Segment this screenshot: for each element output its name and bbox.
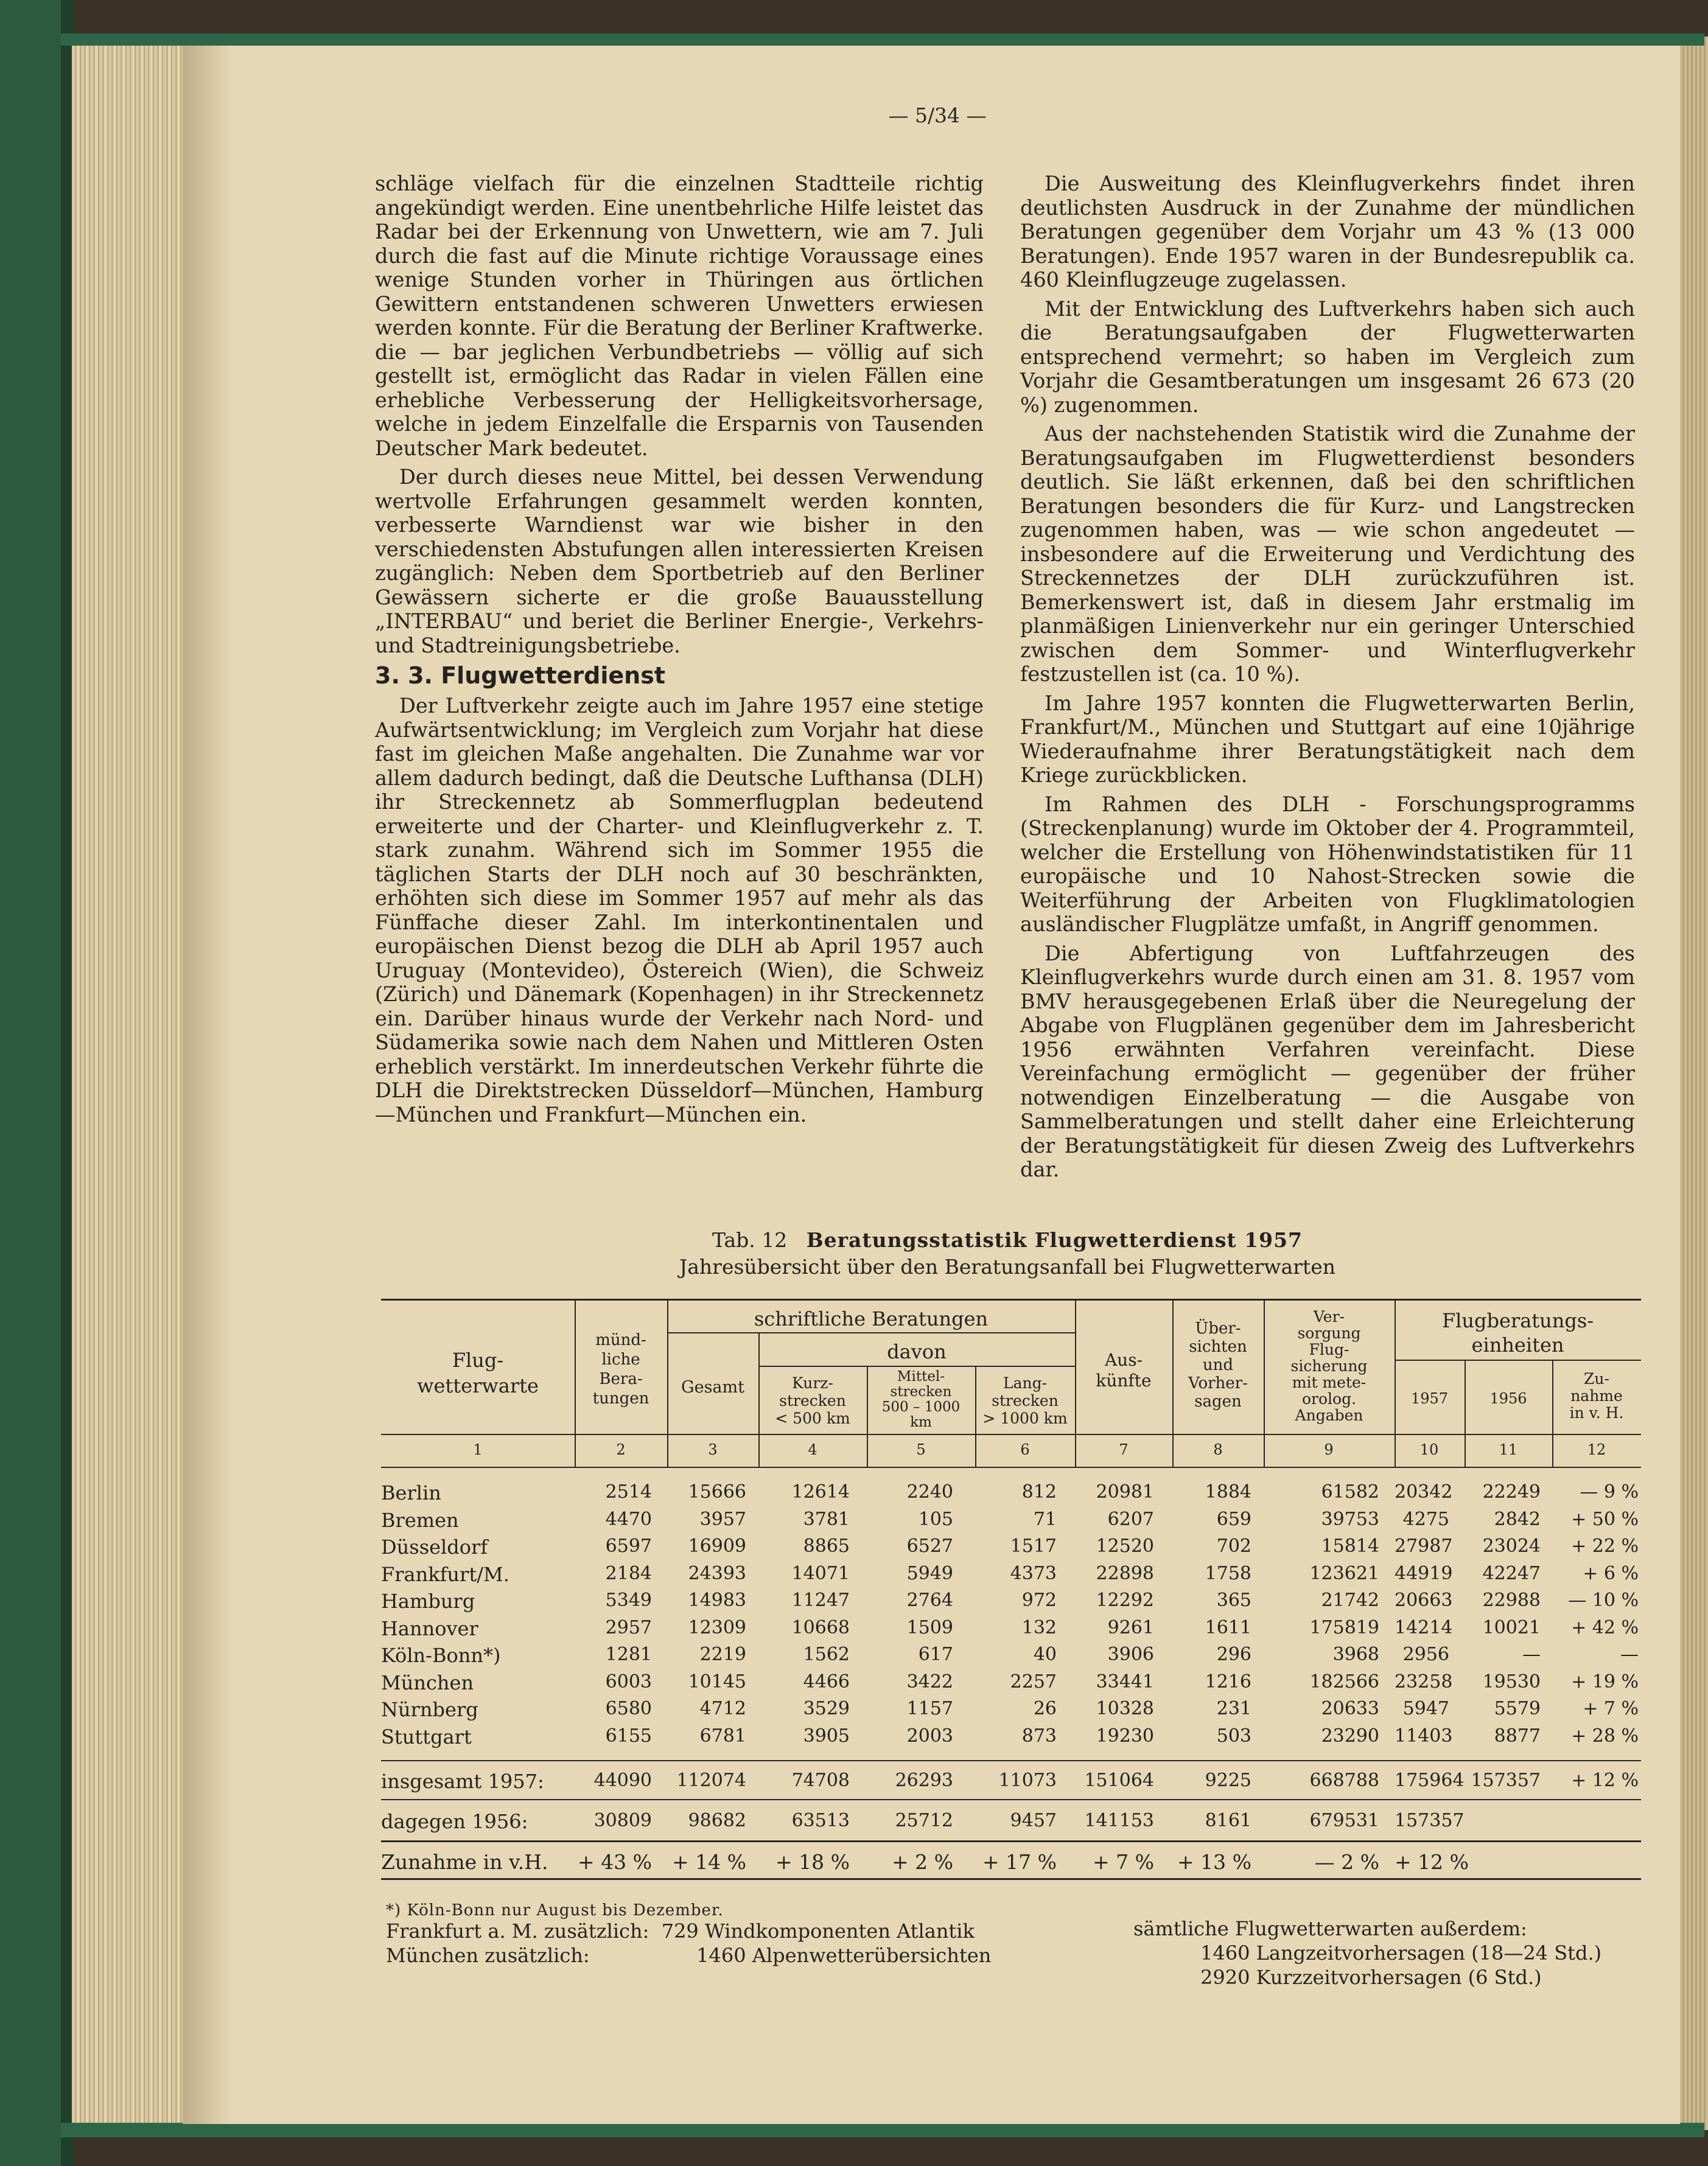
table-cell: 1509 <box>906 1616 953 1638</box>
table-cell: + 28 % <box>1571 1725 1639 1747</box>
table-cell: 702 <box>1216 1535 1251 1557</box>
table-rule <box>381 1840 1641 1842</box>
paragraph: Aus der nachstehenden Statistik wird die Zunahme der Beratungsaufgaben im Flugwetterdienst besonders deutlich. Sie läßt erkennen, daß bei den schriftlichen Beratungen besonders die für Kurz- und Langstrecken zugenommen haben, was — wie schon angedeutet — insbesondere auf die Erweiterung und Verdichtung des Streckennetzes der DLH zurückzuführen ist. Bemerkenswert ist, daß in diesem Jahr erstmalig im planmäßigen Linienverkehr nur ein geringer Unterschied zwischen dem Sommer- und Winterflugverkehr festzustellen ist (ca. 10 %). <box>1020 422 1635 686</box>
rule-davon <box>758 1366 1075 1367</box>
cover-bottom <box>61 2123 1704 2137</box>
table-cell: 12292 <box>1096 1590 1154 1611</box>
table-cell: 11073 <box>998 1770 1057 1791</box>
table-cell: 365 <box>1216 1590 1251 1611</box>
table-cell: 6003 <box>605 1671 652 1693</box>
table-cell: 5947 <box>1402 1698 1449 1719</box>
column-number: 4 <box>808 1441 817 1458</box>
table-cell: 3906 <box>1107 1644 1154 1665</box>
table-footnote: *) Köln-Bonn nur August bis Dezember. <box>386 1901 724 1920</box>
table-cell: 19230 <box>1096 1725 1154 1747</box>
table-cell: — 2 % <box>1314 1850 1379 1874</box>
table-cell: 296 <box>1216 1644 1251 1665</box>
header-uebersichten: Über- sichten und Vorher- sagen <box>1188 1319 1248 1411</box>
table-cell: 3905 <box>803 1725 850 1747</box>
table-cell: 2842 <box>1494 1508 1541 1530</box>
table-cell: 10145 <box>688 1671 746 1693</box>
column-number: 8 <box>1213 1441 1223 1458</box>
table-cell: — 10 % <box>1568 1590 1639 1611</box>
column-number: 7 <box>1119 1441 1129 1458</box>
table-cell: 25712 <box>895 1810 953 1831</box>
table-cell: 503 <box>1216 1725 1251 1747</box>
table-cell: 33441 <box>1096 1671 1154 1693</box>
left-column <box>375 172 984 1131</box>
paragraph: Die Abfertigung von Luftfahrzeugen des Kleinflugverkehrs wurde durch einen am 31. 8. 1957 vom BMV herausgegebenen Erlaß über die Neuregelung der Abgabe von Flugplänen gegenüber dem im Jahresbericht 1956 erwähnten Verfahren vereinfacht. Diese Vereinfachung ermöglicht — gegenüber der früher notwendigen Einzelberatung — die Ausgabe von Sammelberatungen und stellt daher eine Erleichterung der Beratungstätigkeit für diesen Zweig des Luftverkehrs dar. <box>1020 941 1635 1181</box>
header-muendlich: münd- liche Bera- tungen <box>592 1331 649 1408</box>
column-number: 2 <box>616 1441 626 1458</box>
header-flugwetterwarte: Flug- wetterwarte <box>417 1349 539 1397</box>
table-rule-numbers <box>381 1467 1641 1468</box>
header-flugberatungseinheiten: Flugberatungs- einheiten <box>1441 1309 1594 1357</box>
table-cell: + 43 % <box>578 1850 652 1874</box>
table-cell: — 9 % <box>1580 1481 1639 1503</box>
table-cell: 2514 <box>605 1481 652 1503</box>
table-cell: 8877 <box>1494 1725 1541 1747</box>
footer-value: 729 Windkomponenten Atlantik <box>661 1920 975 1943</box>
table-cell: + 2 % <box>892 1850 953 1874</box>
table-cell: 6207 <box>1107 1508 1154 1530</box>
table-cell: 6155 <box>605 1725 652 1747</box>
table-cell: 30809 <box>593 1810 652 1831</box>
table-cell: 182566 <box>1309 1671 1379 1693</box>
row-label: Frankfurt/M. <box>381 1562 509 1586</box>
paragraph: Der durch dieses neue Mittel, bei dessen Verwendung wertvolle Erfahrungen gesammelt werden konnten, verbesserte Warndienst war wie bisher in den verschiedensten Abstufungen allen interessierten Kreisen zugänglich: Neben dem Sportbetrieb auf den Berliner Gewässern sicherte er die große Bauausstellung „INTERBAU“ und beriet die Berliner Energie-, Verkehrs- und Stadtreinigungsbetriebe. <box>375 465 984 657</box>
row-label: Nürnberg <box>381 1698 478 1721</box>
table-cell: 74708 <box>791 1770 850 1791</box>
table-cell: + 19 % <box>1571 1671 1639 1693</box>
footer-left-line-2 <box>386 1944 991 1967</box>
table-cell: 5349 <box>605 1590 652 1611</box>
table-cell: + 7 % <box>1583 1698 1639 1719</box>
table-cell: 1884 <box>1205 1481 1251 1503</box>
section-heading: 3. 3. Flugwetterdienst <box>375 662 666 689</box>
row-label: insgesamt 1957: <box>381 1770 544 1793</box>
header-1957: 1957 <box>1410 1390 1449 1407</box>
table-cell: 2257 <box>1010 1671 1057 1693</box>
table-cell: 3422 <box>906 1671 953 1693</box>
table-cell: 15666 <box>688 1481 746 1503</box>
row-label: Hannover <box>381 1616 478 1640</box>
table-cell: 10021 <box>1482 1616 1541 1638</box>
table-cell: 26 <box>1033 1698 1057 1719</box>
column-number: 3 <box>708 1441 718 1458</box>
table-cell: 11403 <box>1395 1725 1453 1747</box>
table-cell: 157357 <box>1395 1810 1465 1831</box>
footer-value: 1460 Alpenwetterübersichten <box>696 1944 992 1967</box>
table-cell: 40 <box>1033 1644 1057 1665</box>
table-cell: 71 <box>1033 1508 1057 1530</box>
table-cell: 157357 <box>1471 1770 1541 1791</box>
paragraph: Mit der Entwicklung des Luftverkehrs haben sich auch die Beratungsaufgaben der Flugwetterwarten entsprechend vermehrt; so haben im Vergleich zum Vorjahr die Gesamtberatungen um insgesamt 26 673 (20 %) zugenommen. <box>1020 296 1635 417</box>
book-spine-edge <box>61 0 73 2166</box>
footer-right-line-2: 2920 Kurzzeitvorhersagen (6 Std.) <box>1200 1966 1542 1989</box>
statistics-table <box>381 1299 1641 1874</box>
table-cell: 2003 <box>906 1725 953 1747</box>
table-cell: 23290 <box>1321 1725 1379 1747</box>
table-cell: 2956 <box>1402 1644 1449 1665</box>
column-number: 11 <box>1499 1441 1518 1458</box>
table-cell: 3529 <box>803 1698 850 1719</box>
table-cell: 105 <box>918 1508 953 1530</box>
header-gesamt: Gesamt <box>681 1378 744 1397</box>
table-cell: 42247 <box>1482 1562 1541 1584</box>
paragraph: Die Ausweitung des Kleinflugverkehrs findet ihren deutlichsten Ausdruck in der Zunahme der mündlichen Beratungen gegenüber dem Vorjahr um 43 % (13 000 Beratungen). Ende 1957 waren in der Bundesrepublik ca. 460 Kleinflugzeuge zugelassen. <box>1020 172 1635 292</box>
table-cell: 9457 <box>1010 1810 1057 1831</box>
gutter-shadow <box>183 46 231 2124</box>
table-cell: — <box>1522 1644 1541 1665</box>
footer-label: Frankfurt a. M. zusätzlich: <box>386 1920 649 1943</box>
table-cell: 21742 <box>1321 1590 1379 1611</box>
table-cell: 3781 <box>803 1508 850 1530</box>
table-rule <box>381 1799 1641 1800</box>
table-cell: 11247 <box>791 1590 850 1611</box>
page-edges-left <box>72 44 200 2125</box>
table-cell: + 18 % <box>775 1850 850 1874</box>
page-number: — 5/34 — <box>888 103 987 127</box>
table-cell: 15814 <box>1321 1535 1379 1557</box>
table-cell: 6781 <box>699 1725 746 1747</box>
table-cell: 2184 <box>605 1562 652 1584</box>
column-number: 10 <box>1419 1441 1439 1458</box>
footer-label: München zusätzlich: <box>386 1944 590 1967</box>
table-cell: 23258 <box>1395 1671 1453 1693</box>
col-divider <box>1465 1360 1466 1467</box>
table-cell: 22249 <box>1482 1481 1541 1503</box>
table-cell: 3957 <box>699 1508 746 1530</box>
table-rule <box>381 1878 1641 1880</box>
table-cell: + 12 % <box>1395 1850 1469 1874</box>
table-cell: + 17 % <box>982 1850 1057 1874</box>
table-cell: 14214 <box>1395 1616 1453 1638</box>
table-cell: 19530 <box>1482 1671 1541 1693</box>
table-cell: 1611 <box>1205 1616 1251 1638</box>
table-cell: 3968 <box>1332 1644 1379 1665</box>
paragraph: Im Jahre 1957 konnten die Flugwetterwarten Berlin, Frankfurt/M., München und Stuttgart auf eine 10jährige Wiederaufnahme ihrer Beratungstätigkeit nach dem Kriege zurückblicken. <box>1020 691 1635 787</box>
table-cell: 20663 <box>1395 1590 1453 1611</box>
column-number: 1 <box>473 1441 483 1458</box>
table-cell: 14983 <box>688 1590 746 1611</box>
header-davon: davon <box>887 1340 947 1363</box>
row-label: München <box>381 1671 474 1694</box>
table-cell: 4470 <box>605 1508 652 1530</box>
table-cell: + 22 % <box>1571 1535 1639 1557</box>
footer-right-title: sämtliche Flugwetterwarten außerdem: <box>1133 1917 1527 1940</box>
header-kurzstrecken: Kurz- strecken < 500 km <box>775 1374 850 1427</box>
table-rule-top <box>381 1299 1641 1301</box>
table-cell: 1758 <box>1205 1562 1251 1584</box>
table-cell: 659 <box>1216 1508 1251 1530</box>
table-cell: 23024 <box>1482 1535 1541 1557</box>
table-cell: 123621 <box>1309 1562 1379 1584</box>
table-cell: 39753 <box>1321 1508 1379 1530</box>
table-cell: 22898 <box>1096 1562 1154 1584</box>
table-cell: 4275 <box>1402 1508 1449 1530</box>
header-versorgung: Ver- sorgung Flug- sicherung mit mete- orolog. Angaben <box>1290 1308 1368 1424</box>
table-cell: 4712 <box>699 1698 746 1719</box>
table-cell: 668788 <box>1309 1770 1379 1791</box>
table-cell: 44090 <box>593 1770 652 1791</box>
page-edges-right <box>1680 37 1708 2130</box>
row-label: Zunahme in v.H. <box>381 1850 548 1874</box>
table-cell: 27987 <box>1395 1535 1453 1557</box>
table-cell: 812 <box>1021 1481 1057 1503</box>
header-1956: 1956 <box>1489 1390 1527 1407</box>
table-cell: + 42 % <box>1571 1616 1639 1638</box>
table-cell: 4373 <box>1010 1562 1057 1584</box>
paragraph: Im Rahmen des DLH - Forschungsprogramms (Streckenplanung) wurde im Oktober der 4. Programmteil, welcher die Erstellung von Höhenwindstatistiken für 11 europäische und 10 Nahost-Strecken sowie die Weiterführung der Arbeiten von Flugklimatologien ausländischer Flugplätze umfaßt, in Angriff genommen. <box>1020 792 1635 936</box>
table-cell: + 6 % <box>1583 1562 1639 1584</box>
table-cell: 873 <box>1021 1725 1057 1747</box>
row-label: Bremen <box>381 1508 459 1532</box>
table-cell: 12520 <box>1096 1535 1154 1557</box>
table-cell: 9225 <box>1205 1770 1251 1791</box>
column-number: 5 <box>916 1441 926 1458</box>
table-caption <box>377 1228 1637 1252</box>
table-cell: 22988 <box>1482 1590 1541 1611</box>
table-cell: 26293 <box>895 1770 953 1791</box>
table-cell: 24393 <box>688 1562 746 1584</box>
table-cell: 972 <box>1021 1590 1057 1611</box>
row-label: Berlin <box>381 1481 441 1504</box>
table-cell: 112074 <box>676 1770 746 1791</box>
table-cell: 20981 <box>1096 1481 1154 1503</box>
column-number: 12 <box>1587 1441 1606 1458</box>
row-label: Stuttgart <box>381 1725 472 1749</box>
table-cell: + 12 % <box>1571 1770 1639 1791</box>
table-cell: 12309 <box>688 1616 746 1638</box>
header-zunahme: Zu- nahme in v. H. <box>1569 1370 1624 1422</box>
table-cell: 2240 <box>906 1481 953 1503</box>
table-cell: 9261 <box>1107 1616 1154 1638</box>
table-rule <box>381 1760 1641 1761</box>
table-cell: + 50 % <box>1571 1508 1639 1530</box>
table-cell: 63513 <box>791 1810 850 1831</box>
table-cell: 98682 <box>688 1810 746 1831</box>
table-cell: 151064 <box>1084 1770 1154 1791</box>
table-title: Beratungsstatistik Flugwetterdienst 1957 <box>806 1228 1303 1252</box>
right-column <box>1020 172 1635 1187</box>
book-spine <box>0 0 61 2166</box>
cover-top <box>61 33 1704 46</box>
row-label: dagegen 1956: <box>381 1810 528 1833</box>
table-cell: 2219 <box>699 1644 746 1665</box>
table-cell: 2764 <box>906 1590 953 1611</box>
table-cell: 1216 <box>1205 1671 1251 1693</box>
column-number: 6 <box>1020 1441 1030 1458</box>
header-auskuenfte: Aus- künfte <box>1096 1350 1152 1391</box>
table-cell: 231 <box>1216 1698 1251 1719</box>
table-cell: 617 <box>918 1644 953 1665</box>
table-cell: + 14 % <box>672 1850 746 1874</box>
table-cell: — <box>1620 1644 1639 1665</box>
table-cell: 5949 <box>906 1562 953 1584</box>
table-cell: 10668 <box>791 1616 850 1638</box>
table-cell: + 7 % <box>1093 1850 1154 1874</box>
table-cell: 1157 <box>906 1698 953 1719</box>
table-cell: 44919 <box>1395 1562 1453 1584</box>
table-cell: 16909 <box>688 1535 746 1557</box>
table-cell: 14071 <box>791 1562 850 1584</box>
row-label: Hamburg <box>381 1590 475 1613</box>
table-cell: 1562 <box>803 1644 850 1665</box>
rule-einheiten <box>1395 1360 1641 1361</box>
table-cell: 4466 <box>803 1671 850 1693</box>
header-mittelstrecken: Mittel- strecken 500 – 1000 km <box>881 1369 961 1430</box>
table-cell: 12614 <box>791 1481 850 1503</box>
table-cell: 6527 <box>906 1535 953 1557</box>
header-langstrecken: Lang- strecken > 1000 km <box>982 1374 1068 1427</box>
table-cell: 61582 <box>1321 1481 1379 1503</box>
row-label: Köln-Bonn*) <box>381 1644 501 1667</box>
table-cell: 5579 <box>1494 1698 1541 1719</box>
table-cell: 141153 <box>1084 1810 1154 1831</box>
paragraph: Der Luftverkehr zeigte auch im Jahre 1957 eine stetige Aufwärtsentwicklung; im Vergleich zum Vorjahr hat diese fast im gleichen Maße angehalten. Die Zunahme war vor allem dadurch bedingt, daß die Deutsche Lufthansa (DLH) ihr Streckennetz ab Sommerflugplan bedeutend erweiterte und der Charter- und Kleinflugverkehr z. T. stark zunahm. Während sich im Sommer 1955 die täglichen Starts der DLH noch auf 30 beschränkten, erhöhten sich diese im Sommer 1957 auf mehr als das Fünffache dieser Zahl. Im interkontinentalen und europäischen Dienst bezog die DLH ab April 1957 auch Uruguay (Montevideo), Östereich (Wien), die Schweiz (Zürich) und Dänemark (Kopenhagen) in ihr Streckennetz ein. Darüber hinaus wurde der Verkehr nach Nord- und Südamerika sowie nach dem Nahen und Mittleren Osten erheblich verstärkt. Im innerdeutschen Verkehr führte die DLH die Direktstrecken Düsseldorf—München, Hamburg—München und Frankfurt—München ein. <box>375 694 984 1127</box>
table-cell: 175819 <box>1309 1616 1379 1638</box>
table-cell: 8865 <box>803 1535 850 1557</box>
table-cell: + 13 % <box>1177 1850 1251 1874</box>
footer-right-line-1: 1460 Langzeitvorhersagen (18—24 Std.) <box>1200 1941 1602 1965</box>
table-rule-header <box>381 1434 1641 1435</box>
table-cell: 6580 <box>605 1698 652 1719</box>
table-cell: 10328 <box>1096 1698 1154 1719</box>
table-cell: 20633 <box>1321 1698 1379 1719</box>
rule-schriftlich <box>667 1332 1075 1333</box>
paragraph: schläge vielfach für die einzelnen Stadtteile richtig angekündigt werden. Eine unentbehrliche Hilfe leistet das Radar bei der Erkennung von Unwettern, wie am 7. Juli durch die fast auf die Minute richtige Voraussage eines wenige Stunden vorher in Thüringen aus örtlichen Gewittern entstandenen schweren Unwetters erwiesen werden konnte. Für die Beratung der Berliner Kraftwerke. die — bar jeglichen Verbundbetriebs — völlig auf sich gestellt ist, ermöglicht das Radar in vielen Fällen eine erhebliche Verbesserung der Helligkeitsvorhersage, welche in jedem Einzelfalle die Ersparnis von Tausenden Deutscher Mark bedeutet. <box>375 172 984 460</box>
column-number: 9 <box>1324 1441 1334 1458</box>
header-schriftlich: schriftliche Beratungen <box>754 1307 989 1330</box>
table-subcaption: Jahresübersicht über den Beratungsanfall bei Flugwetterwarten <box>679 1255 1335 1279</box>
table-cell: 8161 <box>1205 1810 1251 1831</box>
table-cell: 6597 <box>605 1535 652 1557</box>
table-cell: 132 <box>1021 1616 1057 1638</box>
table-cell: 2957 <box>605 1616 652 1638</box>
table-cell: 679531 <box>1309 1810 1379 1831</box>
table-number: Tab. 12 <box>712 1228 788 1252</box>
table-cell: 20342 <box>1395 1481 1453 1503</box>
footer-left-line-1 <box>386 1920 975 1943</box>
table-cell: 1517 <box>1010 1535 1057 1557</box>
table-cell: 175964 <box>1395 1770 1465 1791</box>
row-label: Düsseldorf <box>381 1535 488 1559</box>
table-cell: 1281 <box>605 1644 652 1665</box>
